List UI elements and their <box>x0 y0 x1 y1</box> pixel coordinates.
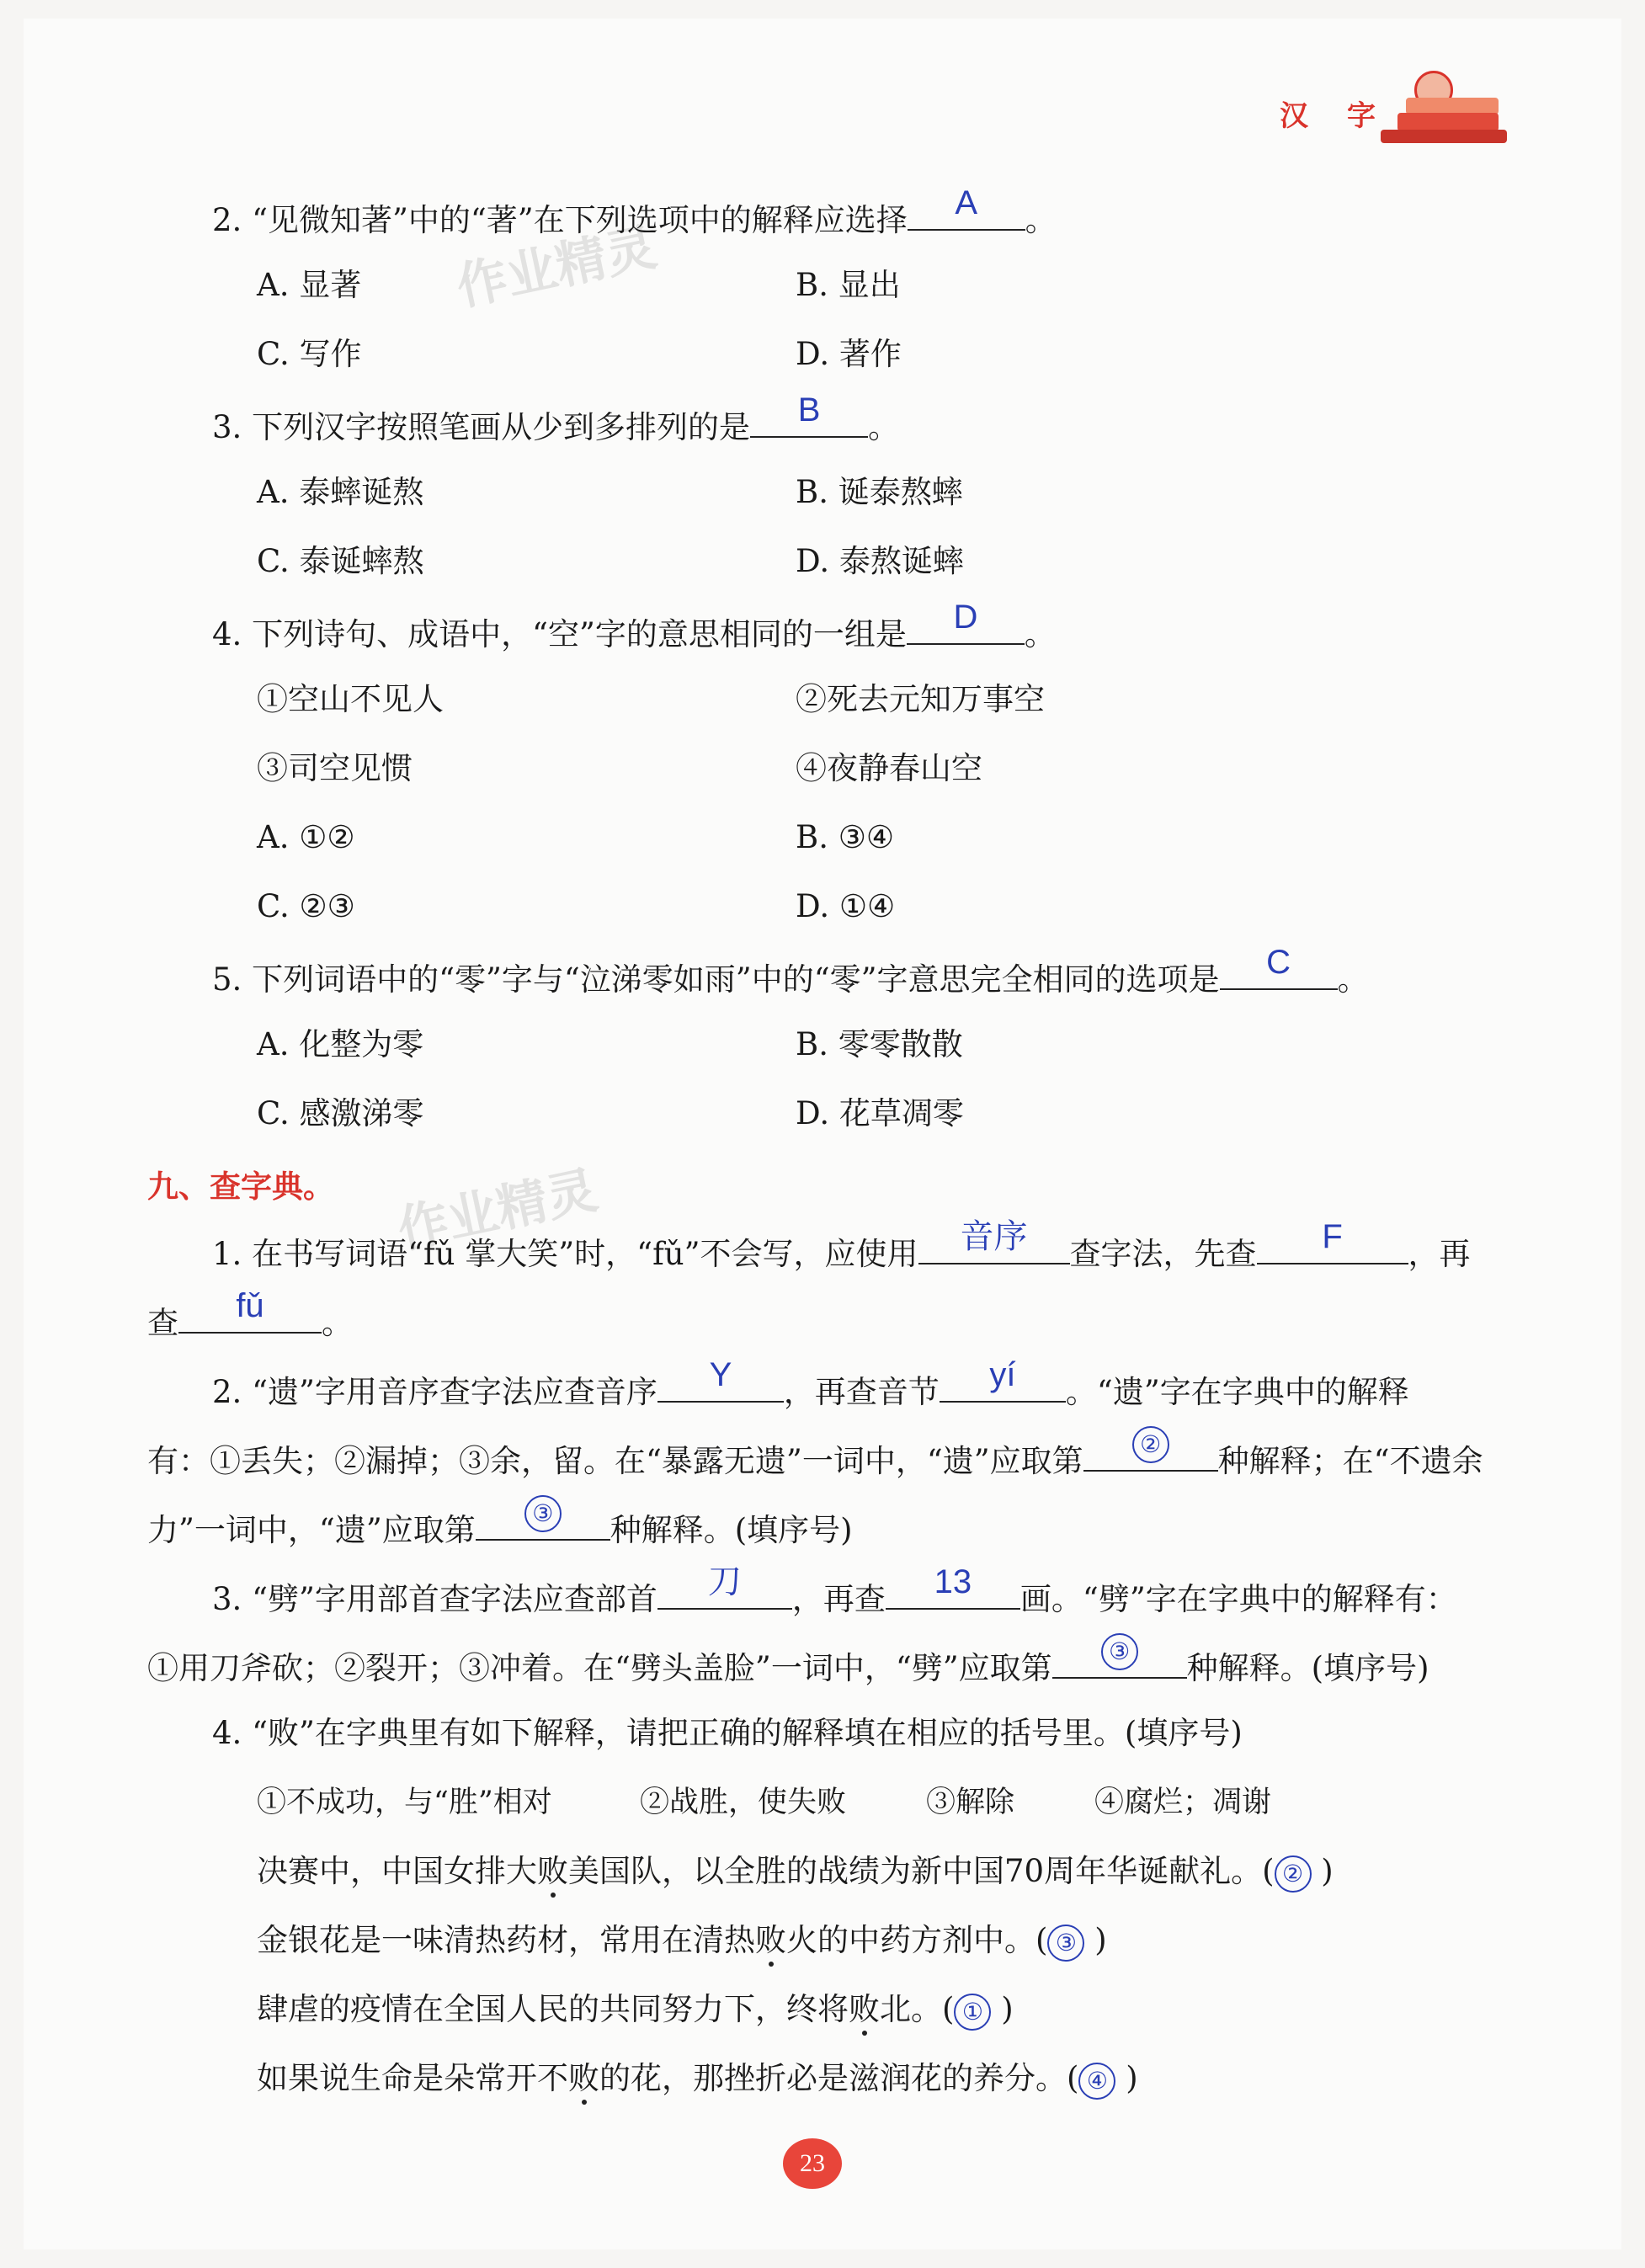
chapter-header <box>1280 93 1381 134</box>
answer-circle[interactable]: ① <box>954 1994 991 2031</box>
meaning-3: ③解除 <box>926 1786 1015 1819</box>
sentence-1: 决赛中，中国女排大败美国队，以全胜的战绩为新中国70周年华诞献礼。( ② ) <box>257 1850 1334 1893</box>
watermark: 作业精灵 <box>392 1160 603 1261</box>
answer-blank[interactable]: A <box>908 195 1025 231</box>
option-b: B. ③④ <box>796 819 895 855</box>
dictionary-q1-cont: 查 fǔ 。 <box>147 1287 353 1341</box>
watermark: 作业精灵 <box>451 217 662 318</box>
option-d: D. 花草凋零 <box>796 1095 964 1131</box>
answer-blank[interactable]: ③ <box>476 1505 610 1541</box>
answer-blank[interactable]: yí <box>940 1367 1066 1403</box>
header-char-right: 字 <box>1347 99 1381 133</box>
question-4: 4. 下列诗句、成语中，“空”字的意思相同的一组是 D 。 <box>212 599 1056 652</box>
dictionary-q2: 2. “遗”字用音序查字法应查音序 Y ，再查音节 yí 。“遗”字在字典中的解释 <box>212 1356 1409 1410</box>
item-2: ②死去元知万事空 <box>796 681 1045 717</box>
answer-blank[interactable]: B <box>750 402 868 438</box>
item-1: ①空山不见人 <box>257 681 444 717</box>
dictionary-q1: 1. 在书写词语“fǔ 掌大笑”时，“fǔ”不会写，应使用 音序 查字法，先查 F ，再 <box>212 1218 1471 1272</box>
answer-blank[interactable]: ③ <box>1052 1643 1187 1679</box>
answer-blank[interactable]: C <box>1220 955 1338 990</box>
books-illustration-icon <box>1381 71 1507 146</box>
answer-blank[interactable]: ② <box>1083 1436 1218 1472</box>
answer-blank[interactable]: Y <box>657 1367 784 1403</box>
option-b: B. 零零散散 <box>796 1026 963 1062</box>
option-b: B. 显出 <box>796 267 901 303</box>
dictionary-q3: 3. “劈”字用部首查字法应查部首 刀 ，再查 13 画。“劈”字在字典中的解释有： <box>212 1563 1457 1617</box>
option-d: D. 著作 <box>796 336 902 372</box>
option-c: C. ②③ <box>257 888 355 924</box>
answer-blank[interactable]: 13 <box>886 1574 1020 1610</box>
answer-blank[interactable]: D <box>907 610 1025 645</box>
answer-circle[interactable]: ③ <box>1047 1925 1084 1962</box>
option-c: C. 感激涕零 <box>257 1095 424 1131</box>
dictionary-q2-cont: 有：①丢失；②漏掉；③余，留。在“暴露无遗”一词中，“遗”应取第 ② 种解释；在“不遗余 <box>147 1436 1483 1483</box>
sentence-3: 肆虐的疫情在全国人民的共同努力下，终将败北。( ① ) <box>257 1988 1014 2031</box>
option-a: A. ①② <box>257 819 355 855</box>
answer-blank[interactable]: F <box>1257 1229 1408 1264</box>
item-3: ③司空见惯 <box>257 750 413 786</box>
item-4: ④夜静春山空 <box>796 750 982 786</box>
dictionary-q3-cont: ①用刀斧砍；②裂开；③冲着。在“劈头盖脸”一词中，“劈”应取第 ③ 种解释。(填序号) <box>147 1643 1429 1690</box>
option-a: A. 泰蟀诞熬 <box>257 474 424 510</box>
question-3: 3. 下列汉字按照笔画从少到多排列的是 B 。 <box>212 391 900 445</box>
page-number: 23 <box>783 2138 842 2189</box>
option-a: A. 化整为零 <box>257 1026 424 1062</box>
option-d: D. 泰熬诞蟀 <box>796 543 964 579</box>
answer-blank[interactable]: 音序 <box>918 1229 1070 1264</box>
header-char-left: 汉 <box>1280 99 1313 133</box>
sentence-4: 如果说生命是朵常开不败的花，那挫折必是滋润花的养分。( ④ ) <box>257 2058 1138 2100</box>
meaning-1: ①不成功，与“胜”相对 <box>257 1786 552 1819</box>
question-5: 5. 下列词语中的“零”字与“泣涕零如雨”中的“零”字意思完全相同的选项是 C 。 <box>212 944 1369 998</box>
dictionary-q2-cont2: 力”一词中，“遗”应取第 ③ 种解释。(填序号) <box>147 1505 853 1552</box>
meaning-4: ④腐烂；凋谢 <box>1094 1786 1272 1819</box>
answer-blank[interactable]: 刀 <box>657 1574 792 1610</box>
option-d: D. ①④ <box>796 888 896 924</box>
meaning-2: ②战胜，使失败 <box>640 1786 847 1819</box>
section-title: 九、查字典。 <box>147 1169 334 1205</box>
option-b: B. 诞泰熬蟀 <box>796 474 963 510</box>
option-a: A. 显著 <box>257 267 362 303</box>
answer-circle[interactable]: ② <box>1275 1855 1312 1893</box>
answer-blank[interactable]: fǔ <box>178 1298 322 1334</box>
answer-circle[interactable]: ④ <box>1078 2063 1115 2100</box>
option-c: C. 泰诞蟀熬 <box>257 543 424 579</box>
sentence-2: 金银花是一味清热药材，常用在清热败火的中药方剂中。( ③ ) <box>257 1919 1107 1962</box>
option-c: C. 写作 <box>257 336 362 372</box>
question-2: 2. “见微知著”中的“著”在下列选项中的解释应选择 A 。 <box>212 184 1057 238</box>
dictionary-q4: 4. “败”在字典里有如下解释，请把正确的解释填在相应的括号里。(填序号) <box>212 1715 1243 1751</box>
